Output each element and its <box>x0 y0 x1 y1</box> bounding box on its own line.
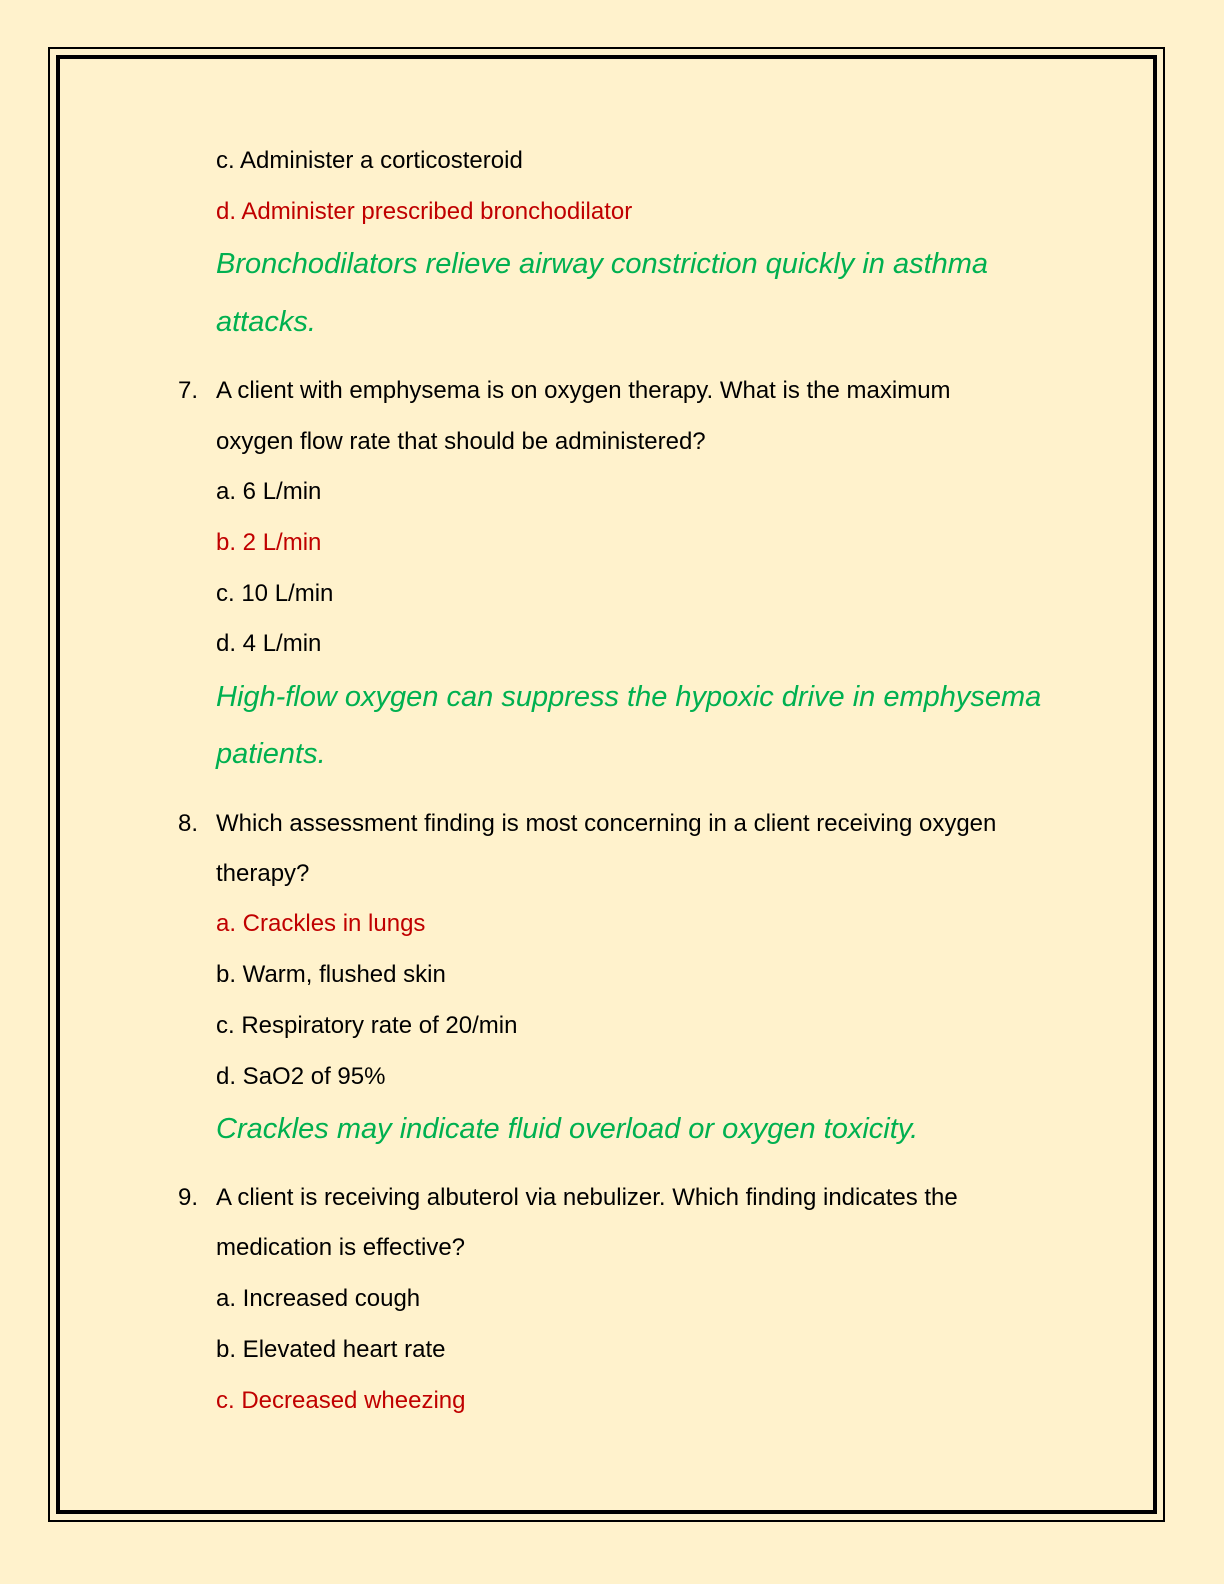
q7-rationale-line-2: patients. <box>216 738 326 770</box>
q8-option-a-correct: a. Crackles in lungs <box>216 910 426 937</box>
q7-option-d: d. 4 L/min <box>216 630 322 657</box>
q9-stem-line-2: medication is effective? <box>216 1234 466 1261</box>
q7-number: 7. <box>178 377 199 404</box>
q9-option-a: a. Increased cough <box>216 1285 421 1312</box>
q6-rationale-line-2: attacks. <box>216 306 316 338</box>
q6-rationale-line-1: Bronchodilators relieve airway constriction quickly in asthma <box>216 248 989 280</box>
q8-option-c: c. Respiratory rate of 20/min <box>216 1012 518 1039</box>
q8-stem-line-2: therapy? <box>216 860 310 887</box>
q7-stem-line-1: A client with emphysema is on oxygen therapy. What is the maximum <box>216 377 951 404</box>
q9-stem-line-1: A client is receiving albuterol via nebulizer. Which finding indicates the <box>216 1184 958 1211</box>
q8-option-d: d. SaO2 of 95% <box>216 1063 386 1090</box>
q8-rationale: Crackles may indicate fluid overload or oxygen toxicity. <box>216 1113 919 1145</box>
q9-option-b: b. Elevated heart rate <box>216 1336 446 1363</box>
q7-stem-line-2: oxygen flow rate that should be administered? <box>216 428 706 455</box>
q7-option-b-correct: b. 2 L/min <box>216 529 322 556</box>
q6-option-c: c. Administer a corticosteroid <box>216 147 523 174</box>
q7-option-c: c. 10 L/min <box>216 580 334 607</box>
q7-rationale-line-1: High-flow oxygen can suppress the hypoxic drive in emphysema <box>216 681 1042 713</box>
q9-option-c-correct: c. Decreased wheezing <box>216 1387 466 1414</box>
q8-stem-line-1: Which assessment finding is most concerning in a client receiving oxygen <box>216 810 997 837</box>
q7-option-a: a. 6 L/min <box>216 478 322 505</box>
q8-option-b: b. Warm, flushed skin <box>216 961 446 988</box>
q8-number: 8. <box>178 810 199 837</box>
q6-option-d-correct: d. Administer prescribed bronchodilator <box>216 198 633 225</box>
q9-number: 9. <box>178 1184 199 1211</box>
